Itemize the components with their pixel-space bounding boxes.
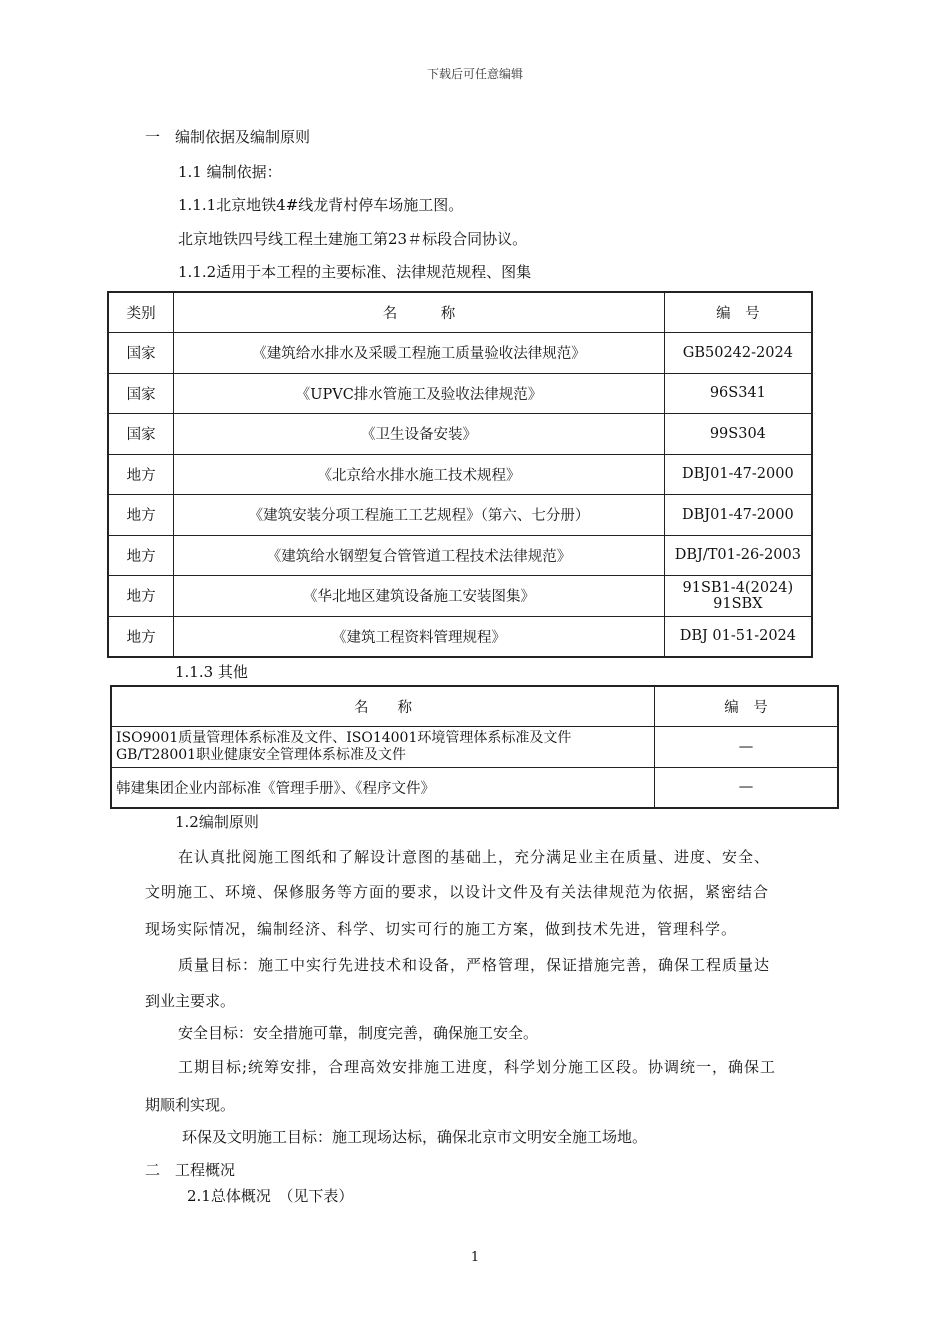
section-2-title: 二 工程概况 (145, 1161, 236, 1179)
heading-1-1-3: 1.1.3 其他 (175, 663, 248, 681)
quality-goal-line-2: 到业主要求。 (145, 992, 236, 1010)
cell-category: 地方 (108, 454, 174, 495)
section-1-title: 一 编制依据及编制原则 (145, 128, 311, 146)
schedule-goal-line-1: 工期目标;统筹安排，合理高效安排施工进度，科学划分施工区段。协调统一，确保工 (178, 1058, 777, 1076)
table-header-row (108, 292, 812, 333)
table-row (108, 535, 812, 576)
cell-code: DBJ01-47-2000 (664, 454, 812, 495)
cell-code: DBJ/T01-26-2003 (664, 535, 812, 576)
safety-goal: 安全目标：安全措施可靠，制度完善，确保施工安全。 (178, 1024, 539, 1042)
cell-name: ISO9001质量管理体系标准及文件、ISO14001环境管理体系标准及文件 GB/T28001职业健康安全管理体系标准及文件 (111, 727, 654, 768)
table-row (108, 454, 812, 495)
cell-name: 韩建集团企业内部标准《管理手册》、《程序文件》 (111, 767, 654, 808)
contract-line: 北京地铁四号线工程土建施工第23＃标段合同协议。 (178, 230, 528, 248)
header-code: 编 号 (654, 686, 838, 727)
cell-category: 地方 (108, 535, 174, 576)
cell-category: 地方 (108, 616, 174, 657)
table-row (108, 576, 812, 617)
cell-name: 《北京给水排水施工技术规程》 (174, 454, 664, 495)
table-row (108, 414, 812, 455)
cell-category: 地方 (108, 495, 174, 536)
cell-code: GB50242-2024 (664, 333, 812, 374)
table-header-row (111, 686, 838, 727)
principle-line-3: 现场实际情况，编制经济、科学、切实可行的施工方案，做到技术先进，管理科学。 (145, 920, 738, 938)
cell-code: 99S304 (664, 414, 812, 455)
header-category: 类别 (108, 292, 174, 333)
cell-name: 《华北地区建筑设备施工安装图集》 (174, 576, 664, 617)
cell-category: 国家 (108, 414, 174, 455)
cell-code: 91SB1-4(2024) 91SBX (664, 576, 812, 617)
table-row (111, 727, 838, 768)
header-name: 名 称 (174, 292, 664, 333)
cell-name: 《建筑给水钢塑复合管管道工程技术法律规范》 (174, 535, 664, 576)
table-row (108, 616, 812, 657)
heading-1-1: 1.1 编制依据： (178, 163, 282, 181)
heading-1-1-1: 1.1.1北京地铁4#线龙背村停车场施工图。 (178, 196, 464, 214)
page-number: 1 (470, 1250, 480, 1265)
cell-name: 《卫生设备安装》 (174, 414, 664, 455)
heading-1-1-2: 1.1.2适用于本工程的主要标准、法律规范规程、图集 (178, 263, 532, 281)
cell-name: 《建筑工程资料管理规程》 (174, 616, 664, 657)
page-header: 下载后可任意编辑 (426, 67, 523, 81)
standards-table (107, 291, 813, 658)
principle-line-2: 文明施工、环境、保修服务等方面的要求，以设计文件及有关法律规范为依据，紧密结合 (145, 883, 770, 901)
cell-name: 《建筑安装分项工程施工工艺规程》（第六、七分册） (174, 495, 664, 536)
heading-1-2: 1.2编制原则 (175, 813, 259, 831)
heading-2-1: 2.1总体概况 （见下表） (187, 1187, 354, 1205)
other-standards-table (110, 685, 839, 809)
table-row (108, 495, 812, 536)
cell-category: 国家 (108, 373, 174, 414)
schedule-goal-line-2: 期顺利实现。 (145, 1096, 236, 1114)
table-row (111, 767, 838, 808)
cell-category: 国家 (108, 333, 174, 374)
cell-name: 《UPVC排水管施工及验收法律规范》 (174, 373, 664, 414)
table-row (108, 373, 812, 414)
principle-line-1: 在认真批阅施工图纸和了解设计意图的基础上，充分满足业主在质量、进度、安全、 (178, 848, 771, 866)
cell-code: 96S341 (664, 373, 812, 414)
cell-category: 地方 (108, 576, 174, 617)
cell-code: DBJ01-47-2000 (664, 495, 812, 536)
quality-goal-line-1: 质量目标：施工中实行先进技术和设备，严格管理，保证措施完善，确保工程质量达 (178, 956, 771, 974)
header-code: 编 号 (664, 292, 812, 333)
cell-code: — (654, 767, 838, 808)
cell-code: — (654, 727, 838, 768)
cell-code: DBJ 01-51-2024 (664, 616, 812, 657)
cell-name: 《建筑给水排水及采暖工程施工质量验收法律规范》 (174, 333, 664, 374)
environment-goal: 环保及文明施工目标：施工现场达标，确保北京市文明安全施工场地。 (182, 1128, 648, 1146)
table-row (108, 333, 812, 374)
header-name: 名 称 (111, 686, 654, 727)
